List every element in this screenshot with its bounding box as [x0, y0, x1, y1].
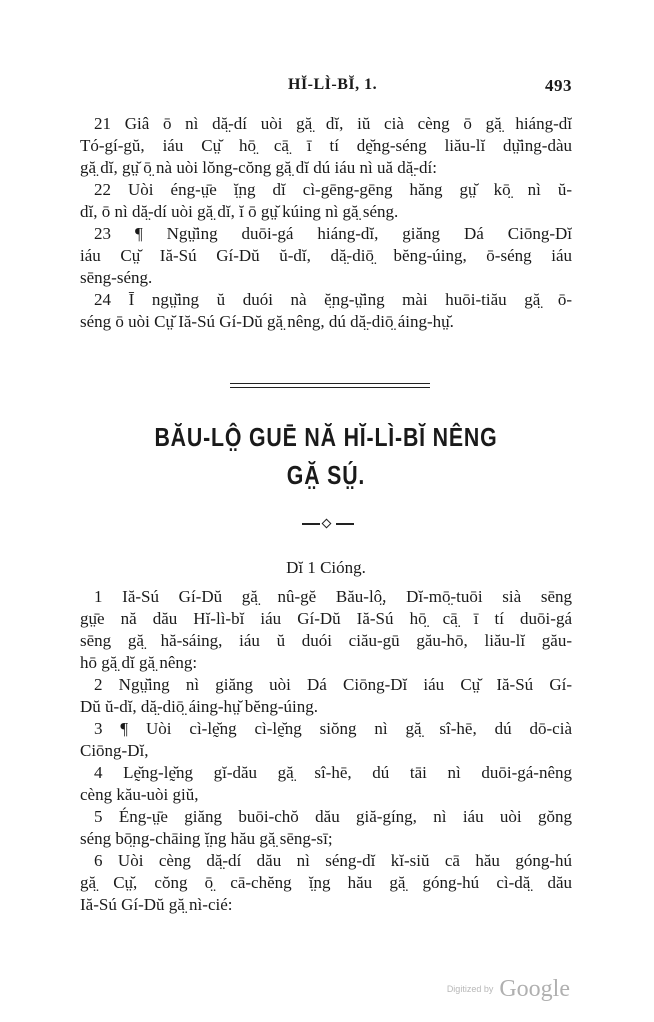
- text-line: 21 Giâ ō nì dă̤-dí uòi gă̤ dĭ, iŭ cià cèng ō gă̤ hiáng-dĭ: [94, 114, 572, 133]
- text-line: gă̤ dĭ, gṳ̆ ō̤ nà uòi lŏng-cŏng gă̤ dĭ dú iáu nì uă dă̤-dí:: [80, 158, 437, 177]
- text-line: Tó-gí-gŭ, iáu Cṳ̆ hō̤ cā̤ ī tí dḛ̆ng-séng liău-lĭ dṳ̆ing-dàu: [80, 136, 572, 155]
- text-line: sēng gă̤ hă-sáing, iáu ŭ duói ciău-gū gău-hō, liău-lĭ gău-: [80, 631, 572, 650]
- text-line: sēng-séng.: [80, 268, 153, 287]
- running-head-title: HĬ-LÌ-BĬ, 1.: [288, 76, 378, 93]
- page-number: 493: [545, 76, 572, 95]
- text-line: séng ō uòi Cṳ̆ Iă-Sú Gí-Dŭ gă̤ nêng, dú dă̤-diō̤ áing-hṳ̆.: [80, 312, 454, 331]
- text-line: 22 Uòi éng-ṳ̄e ĭ̤ng dĭ cì-gēng-gēng hăng gṳ̆ kō̤ nì ŭ-: [94, 180, 572, 199]
- text-line: cèng kău-uòi giŭ,: [80, 785, 199, 804]
- digitized-watermark: [447, 976, 570, 1006]
- ornament-divider: [302, 518, 354, 530]
- text-line: Ciōng-Dĭ,: [80, 741, 149, 760]
- section-divider: [230, 383, 430, 388]
- text-line: gă̤ Cṳ̆, cŏng ō̤ cā-chĕng ĭ̤ng hău gă̤ góng-hú cì-dă̤ dău: [80, 873, 572, 892]
- book-title-line: GĂ̤ SṲ́.: [286, 460, 366, 490]
- text-line: 5 Éng-ṳ̄e giăng buōi-chŏ dău giă-gíng, nì iáu uòi gŏng: [94, 807, 572, 826]
- diamond-icon: [322, 519, 332, 529]
- text-line: gṳ̄e nă dău Hĭ-lì-bĭ iáu Gí-Dŭ Iă-Sú hō̤ cā̤ ī tí duōi-gá: [80, 609, 572, 628]
- book-title: [124, 418, 527, 494]
- ornament-rule: [336, 523, 354, 525]
- book-title-line: BĂU-LÔ̤ GUĒ NĂ HĬ-LÌ-BĬ NÊNG: [154, 422, 498, 452]
- text-line: 4 Lḛ̆ng-lḛ̆ng gĭ-dău gă̤ sî-hē, dú tāi nì duōi-gá-nêng: [94, 763, 572, 782]
- text-line: dĭ, ō nì dă̤-dí uòi gă̤ dĭ, ĭ ō gṳ̆ kúing nì gă̤ séng.: [80, 202, 399, 221]
- text-line: Dŭ ŭ-dĭ, dă̤-diō̤ áing-hṳ̆ bĕng-úing.: [80, 697, 318, 716]
- text-line: 2 Ngṳ̆ing nì giăng uòi Dá Ciōng-Dĭ iáu Cṳ̆ Iă-Sú Gí-: [94, 675, 572, 694]
- text-line: hō gă̤ dĭ gă̤ nêng:: [80, 653, 198, 672]
- verses-continued: [80, 113, 572, 333]
- ornament-rule: [302, 523, 320, 525]
- text-line: 3 ¶ Uòi cì-lḛ̆ng cì-lḛ̆ng siŏng nì gă̤ sî-hē, dú dō-cià: [94, 719, 572, 738]
- text-line: 1 Iă-Sú Gí-Dŭ gă̤ nû-gĕ Bău-lô̤, Dĭ-mō̤-tuōi sià sēng: [94, 587, 572, 606]
- text-line: 24 Ī ngṳ̆ing ŭ duói nà ĕ̤ng-ṳ̆ing mài huōi-tiău gă̤ ō-: [94, 290, 572, 309]
- text-line: 6 Uòi cèng dă̤-dí dău nì séng-dĭ kĭ-siŭ cā hău góng-hú: [94, 851, 572, 870]
- chapter-heading: Dĭ 1 Cióng.: [286, 558, 366, 577]
- watermark-prefix: Digitized by: [446, 984, 494, 994]
- running-head: [80, 76, 572, 100]
- text-line: 23 ¶ Ngṳ̆ing duōi-gá hiáng-dĭ, giăng Dá Ciōng-Dĭ: [94, 224, 572, 243]
- chapter-verses: [80, 586, 572, 916]
- text-line: séng bō̤ng-chāing ĭ̤ng hău gă̤ sēng-sī;: [80, 829, 333, 848]
- text-line: Iă-Sú Gí-Dŭ gă̤ nì-cié:: [80, 895, 233, 914]
- google-logo: Google: [499, 976, 570, 1002]
- text-line: iáu Cṳ̆ Iă-Sú Gí-Dŭ ŭ-dĭ, dă̤-diō̤ bĕng-úing, ō-séng iáu: [80, 246, 572, 265]
